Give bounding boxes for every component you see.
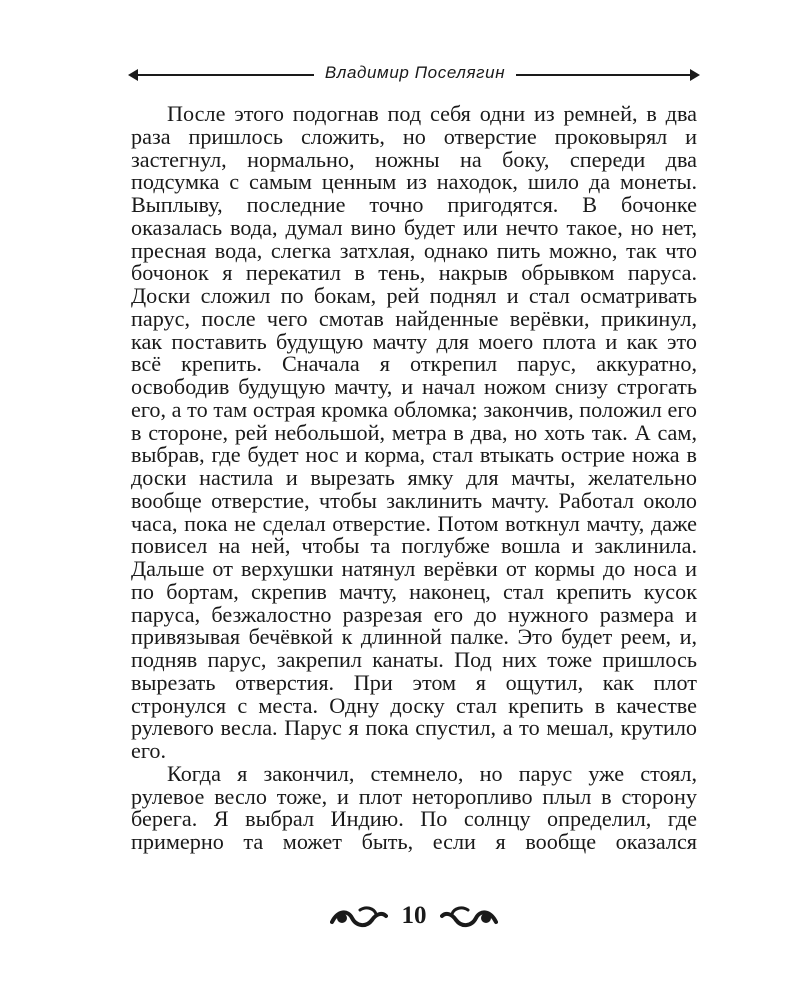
running-header — [128, 62, 700, 88]
header-rule-right — [516, 74, 692, 76]
arrow-right-icon — [690, 69, 700, 81]
scroll-ornament-right-icon — [440, 904, 498, 932]
page-folio — [330, 898, 498, 938]
page-number: 10 — [401, 902, 427, 929]
paragraph: После этого подогнав под себя одни из ремней, в два раза пришлось сложить, но отверстие проковырял и застегнул, нормально, ножны на боку, спереди два подсумка с самым ценным из находок, шило да монеты. Выплыву, последние точно пригодятся. В бочонке оказалась вода, думал вино будет или нечто такое, но нет, пресная вода, слегка затхлая, однако пить можно, так что бочонок я перекатил в тень, накрыв обрывком паруса. Доски сложил по бокам, рей поднял и стал осматривать парус, после чего смотав найденные верёвки, прикинул, как поставить будущую мачту для моего плота и как это всё крепить. Сначала я открепил парус, аккуратно, освободив будущую мачту, и начал ножом снизу строгать его, а то там острая кромка обломка; закончив, положил его в стороне, рей небольшой, метра в два, но хоть так. А сам, выбрав, где будет нос и корма, стал втыкать острие ножа в доски настила и вырезать ямку для мачты, желательно вообще отверстие, чтобы заклинить мачту. Работал около часа, пока не сделал отверстие. Потом воткнул мачту, даже повисел на ней, чтобы та поглубже вошла и заклинила. Дальше от верхушки натянул верёвки от кормы до носа и по бортам, скрепив мачту, наконец, стал крепить кусок паруса, безжалостно разрезая его до нужного размера и привязывая бечёвкой к длинной палке. Это будет реем, и, подняв парус, закрепил канаты. Под них тоже пришлось вырезать отверстия. При этом я ощутил, как плот стронулся с места. Одну доску стал крепить в качестве рулевого весла. Парус я пока спустил, а то мешал, крутило его. — [131, 101, 697, 763]
body-text — [131, 103, 697, 854]
scroll-ornament-left-icon — [330, 904, 388, 932]
paragraph: Когда я закончил, стемнело, но парус уже стоял, рулевое весло тоже, и плот неторопливо плыл в сторону берега. Я выбрал Индию. По солнцу определил, где примерно та может быть, если я вообще оказался — [131, 760, 697, 854]
header-rule-left — [136, 74, 314, 76]
running-title: Владимир Поселягин — [324, 63, 506, 82]
